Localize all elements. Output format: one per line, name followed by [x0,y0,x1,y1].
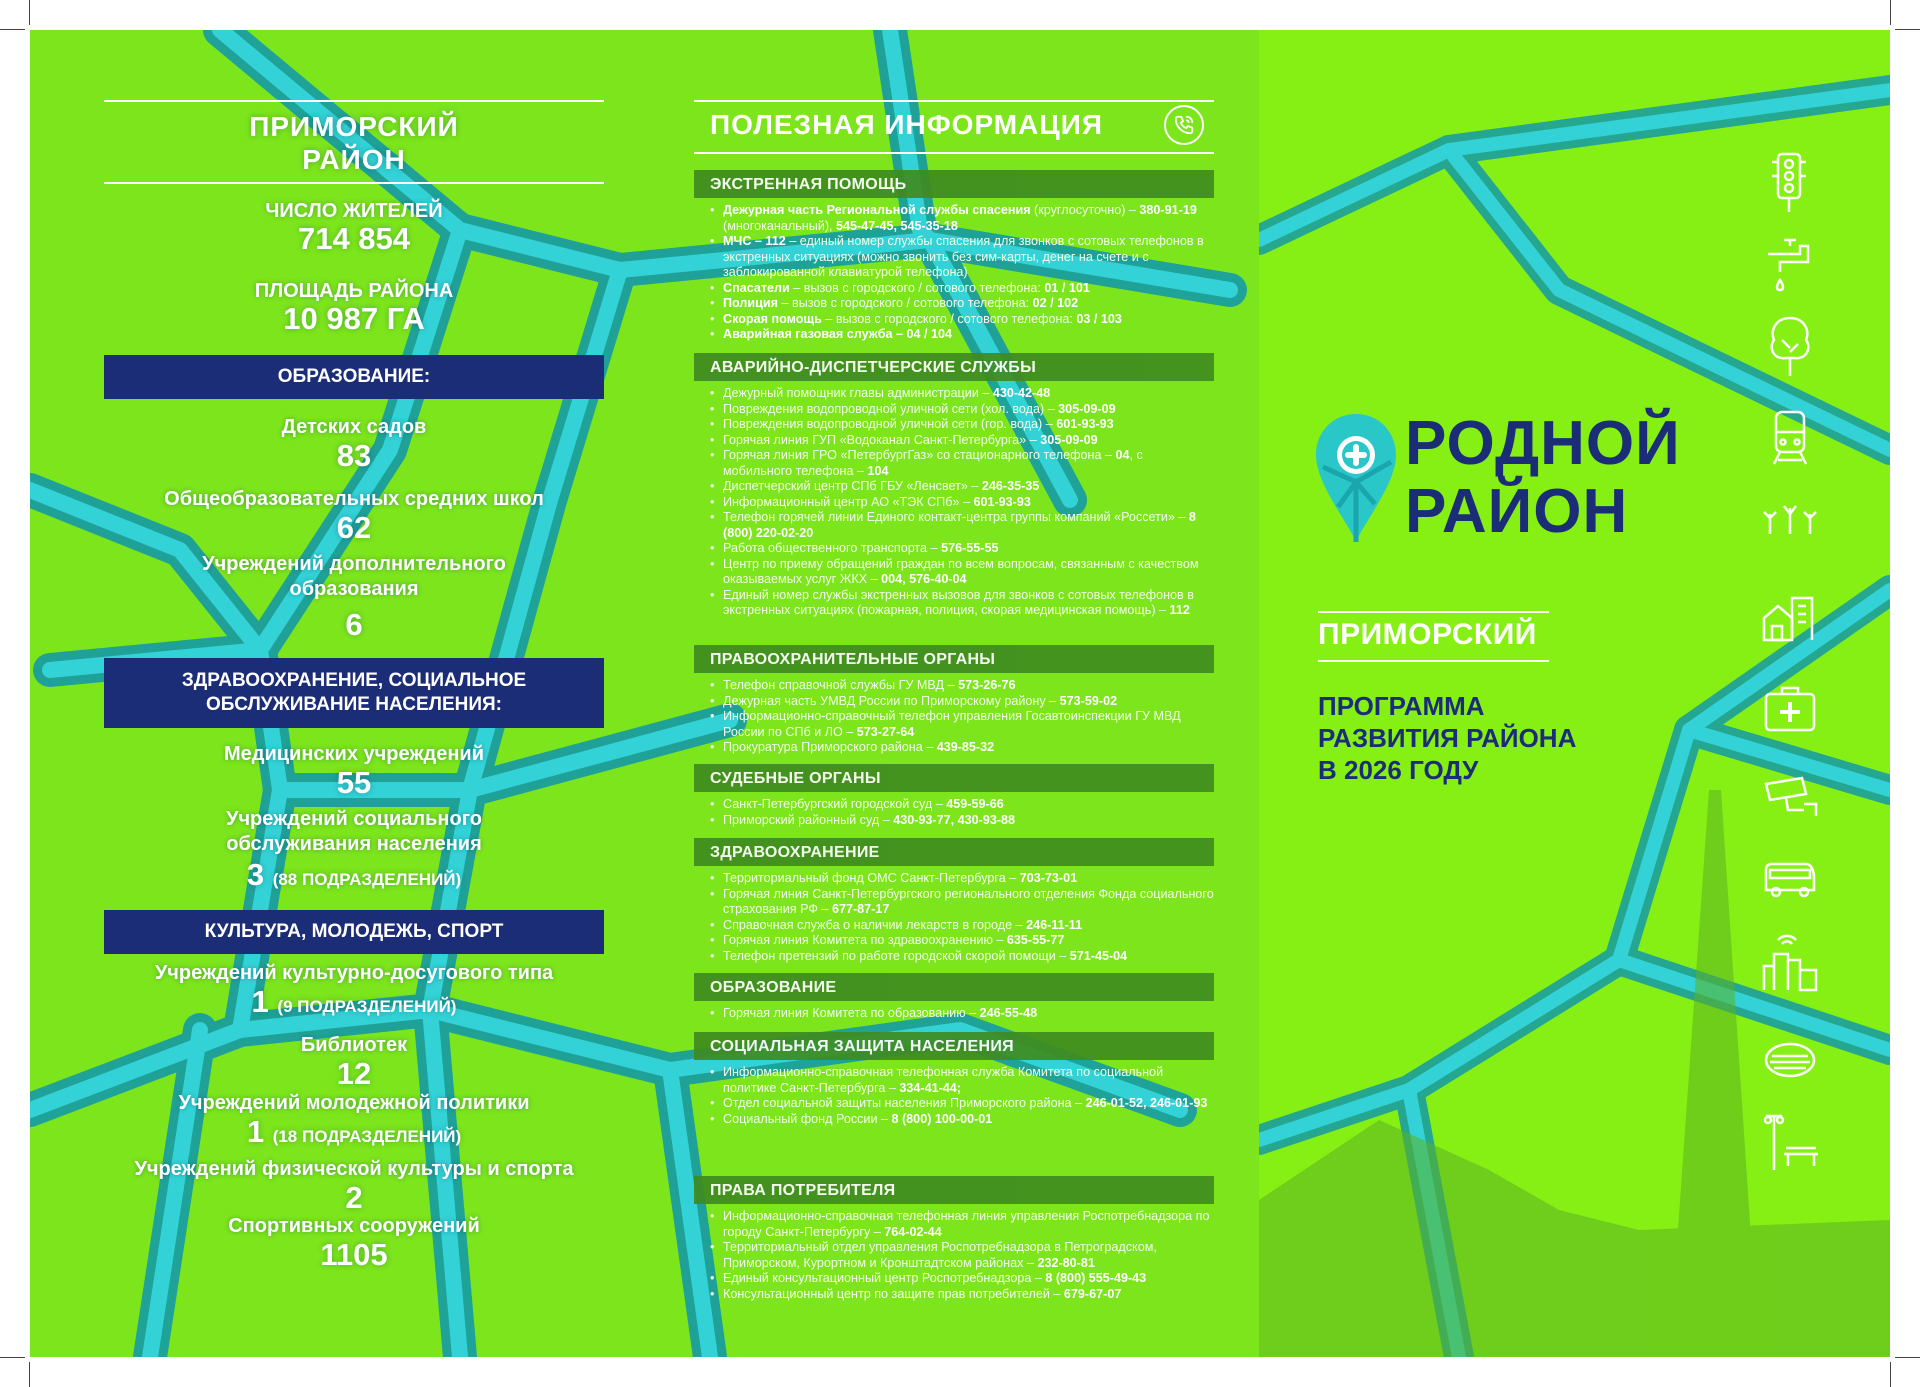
crop-mark [0,1357,25,1358]
directory-entry: • Дежурная часть Региональной службы спасения (круглосуточно) – 380-91-19 (многоканальный), 545-47-45, 545-35-18 [710,203,1215,234]
social-service-label-line1: Учреждений социального [226,808,482,830]
program-line3: В 2026 ГОДУ [1318,755,1479,785]
crop-mark [1890,0,1891,25]
youth-label: Учреждений молодежной политики [178,1092,530,1114]
directory-entry: • Территориальный фонд ОМС Санкт-Петербурга – 703-73-01 [710,871,1215,887]
phone-icon [1164,105,1204,145]
health-heading-line2: ОБСЛУЖИВАНИЕ НАСЕЛЕНИЯ: [206,694,502,715]
culture-leisure-note: (9 ПОДРАЗДЕЛЕНИЙ) [277,997,457,1016]
section-title: ПРАВА ПОТРЕБИТЕЛЯ [710,1182,896,1199]
faucet-icon [1760,232,1820,296]
extra-education-label: Учреждений дополнительного образования [202,553,506,600]
social-service-label-line2: обслуживания населения [226,833,482,855]
crop-mark [29,1362,30,1387]
bench-lamp-icon [1760,1108,1820,1172]
useful-info-title: ПОЛЕЗНАЯ ИНФОРМАЦИЯ [710,109,1103,140]
section-consumer-list [710,1209,1215,1302]
culture-leisure-count: 1 [251,984,269,1019]
section-title: АВАРИЙНО-ДИСПЕТЧЕРСКИЕ СЛУЖБЫ [710,359,1037,376]
cover-district-name: ПРИМОРСКИЙ [1318,618,1537,651]
section-title: ЭКСТРЕННАЯ ПОМОЩЬ [710,176,907,193]
culture-leisure-label: Учреждений культурно-досугового типа [154,962,554,984]
libraries-value: 12 [336,1056,372,1091]
directory-entry: • Справочная служба о наличии лекарств в городе – 246-11-11 [710,918,1215,934]
district-title [104,110,604,176]
directory-entry: • Горячая линия Санкт-Петербургского регионального отделения Фонда социального страхования РФ – 677-87-17 [710,887,1215,918]
youth-note: (18 ПОДРАЗДЕЛЕНИЙ) [272,1127,462,1146]
youth-count: 1 [246,1114,265,1149]
brand-logo-text [1405,410,1681,546]
directory-entry: • Информационно-справочная телефонная служба Комитета по социальной политике Санкт-Петербурга – 334-41-44; [710,1065,1215,1096]
directory-entry: • Информационный центр АО «ТЭК СПб» – 601-93-93 [710,495,1215,511]
directory-entry: • Телефон справочной службы ГУ МВД – 573-26-76 [710,678,1215,694]
section-title: ЗДРАВООХРАНЕНИЕ [710,844,880,861]
district-title-line1: ПРИМОРСКИЙ [249,111,459,142]
directory-entry: • Работа общественного транспорта – 576-55-55 [710,541,1215,557]
divider [1318,611,1549,613]
sport-value: 2 [345,1180,363,1215]
crop-mark [29,0,30,25]
section-social-list [710,1065,1215,1127]
social-service-count: 3 [246,857,265,892]
directory-entry: • Единый номер службы экстренных вызовов для звонков с сотовых телефонов в экстренных ситуациях (пожарная, полиция, скорая медицинская помощь) – 112 [710,588,1215,619]
section-law-list [710,678,1215,756]
logo-line2: РАЙОН [1405,477,1629,546]
directory-entry: • Полиция – вызов с городского / сотового телефона: 02 / 102 [710,296,1215,312]
first-aid-icon [1760,678,1820,742]
logo-pin-icon [1313,412,1399,549]
section-title: СОЦИАЛЬНАЯ ЗАЩИТА НАСЕЛЕНИЯ [710,1038,1014,1055]
section-courts [694,764,1214,792]
schools-label: Общеобразовательных средних школ [164,488,544,510]
district-title-line2: РАЙОН [302,144,406,175]
area-value: 10 987 ГА [283,301,425,336]
directory-entry: • Прокуратура Приморского района – 439-85-32 [710,740,1215,756]
section-dispatch [694,353,1214,381]
section-education [694,973,1214,1001]
education-heading: ОБРАЗОВАНИЕ: [104,355,604,399]
manhole-icon [1760,1028,1820,1092]
culture-heading: КУЛЬТУРА, МОЛОДЕЖЬ, СПОРТ [104,910,604,954]
residents-value: 714 854 [297,221,411,256]
section-law [694,645,1214,673]
crop-mark [1890,1362,1891,1387]
directory-entry: • Диспетчерский центр СПб ГБУ «Ленсвет» – 246-35-35 [710,479,1215,495]
directory-entry: • Горячая линия ГУП «Водоканал Санкт-Петербурга» – 305-09-09 [710,433,1215,449]
directory-entry: • Информационно-справочная телефонная линия управления Роспотребнадзора по городу Санкт-Петербургу – 764-02-44 [710,1209,1215,1240]
directory-entry: • Единый консультационный центр Роспотребнадзора – 8 (800) 555-49-43 [710,1271,1215,1287]
section-emergency [694,170,1214,198]
directory-entry: • Повреждения водопроводной уличной сети (гор. вода) – 601-93-93 [710,417,1215,433]
facilities-label: Спортивных сооружений [228,1215,480,1237]
directory-entry: • Горячая линия Комитета по образованию – 246-55-48 [710,1006,1215,1022]
section-title: СУДЕБНЫЕ ОРГАНЫ [710,770,881,787]
directory-entry: • Повреждения водопроводной уличной сети (хол. вода) – 305-09-09 [710,402,1215,418]
section-education-list [710,1006,1215,1022]
directory-entry: • Дежурный помощник главы администрации – 430-42-48 [710,386,1215,402]
directory-entry: • МЧС – 112 – единый номер службы спасения для звонков с сотовых телефонов в экстренных ситуациях (можно звонить без сим-карты, денег на счете и с заблокированной клавиатурой телефона) [710,234,1215,281]
directory-entry: • Санкт-Петербургский городской суд – 459-59-66 [710,797,1215,813]
divider [694,152,1214,154]
divider [104,100,604,102]
kindergartens-value: 83 [336,438,372,473]
kindergartens-label: Детских садов [281,416,427,438]
area-label: ПЛОЩАДЬ РАЙОНА [254,280,454,302]
logo-line1: РОДНОЙ [1405,409,1681,478]
program-line1: ПРОГРАММА [1318,691,1485,721]
train-icon [1760,404,1820,468]
social-service-value [104,858,604,897]
directory-entry: • Телефон горячей линии Единого контакт-центра группы компаний «Россети» – 8 (800) 220-02-20 [710,510,1215,541]
youth-value [104,1115,604,1154]
section-courts-list [710,797,1215,828]
health-heading-line1: ЗДРАВООХРАНЕНИЕ, СОЦИАЛЬНОЕ [181,670,527,691]
directory-entry: • Информационно-справочный телефон управления Госавтоинспекции ГУ МВД России по СПб и ЛО – 573-27-64 [710,709,1215,740]
section-title: ПРАВООХРАНИТЕЛЬНЫЕ ОРГАНЫ [710,651,996,668]
directory-entry: • Отдел социальной защиты населения Приморского района – 246-01-52, 246-01-93 [710,1096,1215,1112]
directory-entry: • Телефон претензий по работе городской скорой помощи – 571-45-04 [710,949,1215,965]
traffic-light-icon [1760,150,1820,214]
flowers-icon [1760,494,1820,558]
directory-entry: • Территориальный отдел управления Роспотребнадзора в Петроградском, Приморском, Курортном и Кронштадтском районах – 232-80-81 [710,1240,1215,1271]
section-emergency-list [710,203,1215,343]
program-title [1318,690,1576,786]
directory-entry: • Спасатели – вызов с городского / сотового телефона: 01 / 101 [710,281,1215,297]
directory-entry: • Дежурная часть УМВД России по Приморскому району – 573-59-02 [710,694,1215,710]
directory-entry: • Консультационный центр по защите прав потребителей – 679-67-07 [710,1287,1215,1303]
divider [1318,660,1549,662]
directory-entry: • Аварийная газовая служба – 04 / 104 [710,327,1215,343]
health-heading [104,658,604,728]
crop-mark [0,29,25,30]
facilities-value: 1105 [320,1237,388,1272]
directory-entry: • Горячая линия Комитета по здравоохранению – 635-55-77 [710,933,1215,949]
houses-icon [1760,584,1820,648]
tree-icon [1760,314,1820,378]
crop-mark [1895,29,1920,30]
divider [694,100,1214,102]
directory-entry: • Центр по приему обращений граждан по всем вопросам, связанным с качеством оказываемых услуг ЖКХ – 004, 576-40-04 [710,557,1215,588]
section-health-list [710,871,1215,964]
directory-entry: • Социальный фонд России – 8 (800) 100-00-01 [710,1112,1215,1128]
medical-label: Медицинских учреждений [223,743,485,765]
program-line2: РАЗВИТИЯ РАЙОНА [1318,723,1577,753]
divider [104,182,604,184]
section-dispatch-list [710,386,1215,619]
extra-education-value: 6 [345,607,363,642]
bus-icon [1760,848,1820,912]
section-health [694,838,1214,866]
section-title: ОБРАЗОВАНИЕ [710,979,837,996]
crop-mark [1895,1357,1920,1358]
directory-entry: • Скорая помощь – вызов с городского / сотового телефона: 03 / 103 [710,312,1215,328]
schools-value: 62 [336,510,372,545]
sport-label: Учреждений физической культуры и спорта [134,1158,574,1180]
residents-label: ЧИСЛО ЖИТЕЛЕЙ [265,200,443,222]
section-social [694,1032,1214,1060]
city-wifi-icon [1760,930,1820,994]
section-consumer [694,1176,1214,1204]
libraries-label: Библиотек [300,1034,408,1056]
directory-entry: • Горячая линия ГРО «ПетербургГаз» со стационарного телефона – 04, с мобильного телефона – 104 [710,448,1215,479]
culture-leisure-value [104,985,604,1024]
social-service-note: (88 ПОДРАЗДЕЛЕНИЙ) [272,870,462,889]
directory-entry: • Приморский районный суд – 430-93-77, 430-93-88 [710,813,1215,829]
medical-value: 55 [336,765,372,800]
camera-icon [1760,764,1820,828]
